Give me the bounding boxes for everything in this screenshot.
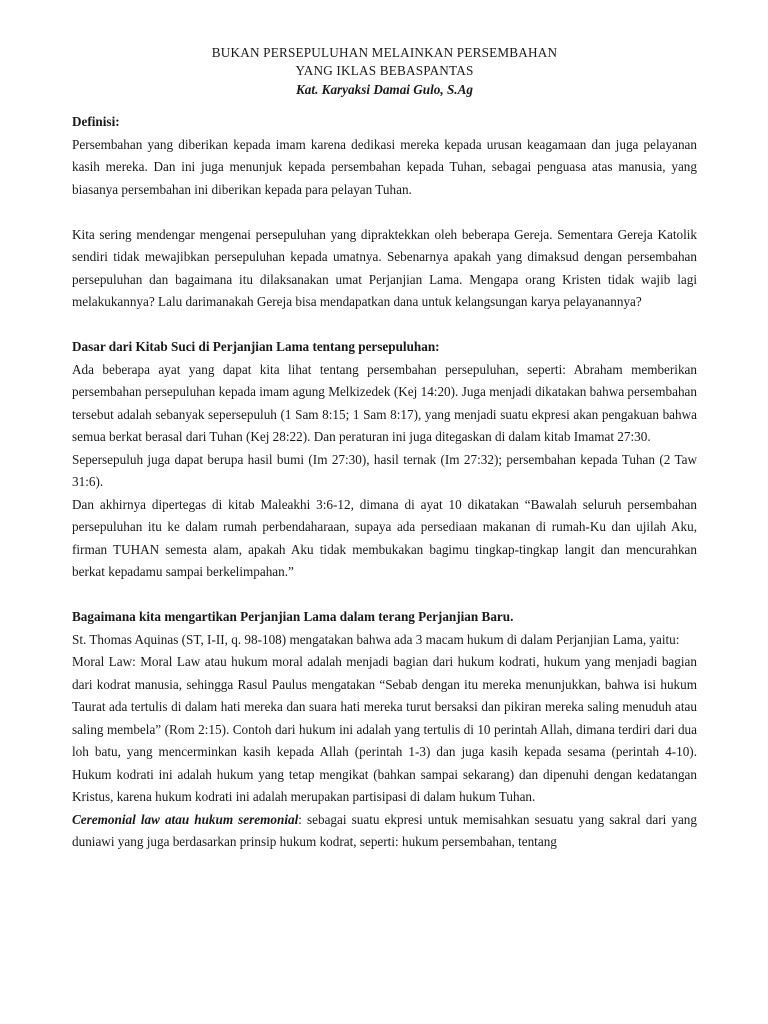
- document-author: Kat. Karyaksi Damai Gulo, S.Ag: [296, 82, 473, 97]
- ceremonial-law-term: Ceremonial law atau hukum seremonial: [72, 811, 299, 827]
- paragraph-dasar-2: Sepersepuluh juga dapat berupa hasil bumi (Im 27:30), hasil ternak (Im 27:32); persembahan kepada Tuhan (2 Taw 31:6).: [72, 451, 697, 489]
- section-heading-bagaimana: Bagaimana kita mengartikan Perjanjian Lama dalam terang Perjanjian Baru.: [72, 609, 514, 624]
- paragraph-bagaimana-1: St. Thomas Aquinas (ST, I-II, q. 98-108) mengatakan bahwa ada 3 macam hukum di dalam Perjanjian Lama, yaitu:: [72, 631, 680, 647]
- section-heading-definisi: Definisi:: [72, 114, 120, 129]
- document-title-line1: BUKAN PERSEPULUHAN MELAINKAN PERSEMBAHAN: [211, 45, 558, 60]
- spacer: [72, 201, 697, 224]
- paragraph-intro: Kita sering mendengar mengenai persepuluhan yang dipraktekkan oleh beberapa Gereja. Sementara Gereja Katolik sendiri tidak mewajibkan persepuluhan kepada umatnya. Sebenarnya apakah yang dimaksud dengan persembahan persepuluhan dan bagaimana itu dilaksanakan umat Perjanjian Lama. Mengapa orang Kristen tidak wajib lagi melakukannya? Lalu darimanakah Gereja bisa mendapatkan dana untuk kelangsungan karya pelayanannya?: [72, 226, 697, 309]
- paragraph-moral-law: Moral Law: Moral Law atau hukum moral adalah menjadi bagian dari hukum kodrati, hukum yang menjadi bagian dari kodrat manusia, sehingga Rasul Paulus mengatakan “Sebab dengan itu mereka menunjukkan, bahwa isi hukum Taurat ada tertulis di dalam hati mereka dan suara hati mereka turut bersaksi dan pikiran mereka saling menuduh atau saling membela” (Rom 2:15). Contoh dari hukum ini adalah yang tertulis di 10 perintah Allah, dimana terdiri dari dua loh batu, yang mencerminkan kasih kepada Allah (perintah 1-3) dan juga kasih kepada sesama (perintah 4-10). Hukum kodrati ini adalah hukum yang tetap mengikat (bahkan sampai sekarang) dan dipenuhi dengan kedatangan Kristus, karena hukum kodrati ini adalah merupakan partisipasi di dalam hukum Tuhan.: [72, 654, 697, 804]
- ceremonial-law-text: : sebagai suatu ekpresi untuk memisahkan sesuatu yang sakral dari yang duniawi yang juga berdasarkan prinsip hukum kodrat, seperti: hukum persembahan, tentang: [72, 811, 697, 849]
- paragraph-ceremonial-law: [72, 809, 697, 854]
- paragraph-dasar-1: Ada beberapa ayat yang dapat kita lihat tentang persembahan persepuluhan, seperti: Abraham memberikan persembahan persepuluhan kepada imam agung Melkizedek (Kej 14:20). Juga menjadi dikatakan bahwa persembahan tersebut adalah sebanyak sepersepuluh (1 Sam 8:15; 1 Sam 8:17), yang menjadi suatu ekpresi akan pengakuan bahwa semua berkat berasal dari Tuhan (Kej 28:22). Dan peraturan ini juga ditegaskan di dalam kitab Imamat 27:30.: [72, 361, 697, 444]
- spacer: [72, 584, 697, 607]
- spacer: [72, 314, 697, 337]
- document-page: [72, 44, 697, 854]
- document-title-line2: YANG IKLAS BEBASPANTAS: [295, 63, 474, 78]
- section-heading-dasar: Dasar dari Kitab Suci di Perjanjian Lama tentang persepuluhan:: [72, 339, 440, 354]
- spacer: [72, 99, 697, 111]
- paragraph-dasar-3: Dan akhirnya dipertegas di kitab Maleakhi 3:6-12, dimana di ayat 10 dikatakan “Bawalah seluruh persembahan persepuluhan itu ke dalam rumah perbendaharaan, supaya ada persediaan makanan di rumah-Ku dan ujilah Aku, firman TUHAN semesta alam, apakah Aku tidak membukakan bagimu tingkap-tingkap langit dan mencurahkan berkat kepadamu sampai berkelimpahan.”: [72, 496, 697, 579]
- paragraph-definisi: Persembahan yang diberikan kepada imam karena dedikasi mereka kepada urusan keagamaan dan juga pelayanan kasih mereka. Dan ini juga menunjuk kepada persembahan kepada Tuhan, sebagai penguasa atas manusia, yang biasanya persembahan ini diberikan kepada para pelayan Tuhan.: [72, 136, 697, 197]
